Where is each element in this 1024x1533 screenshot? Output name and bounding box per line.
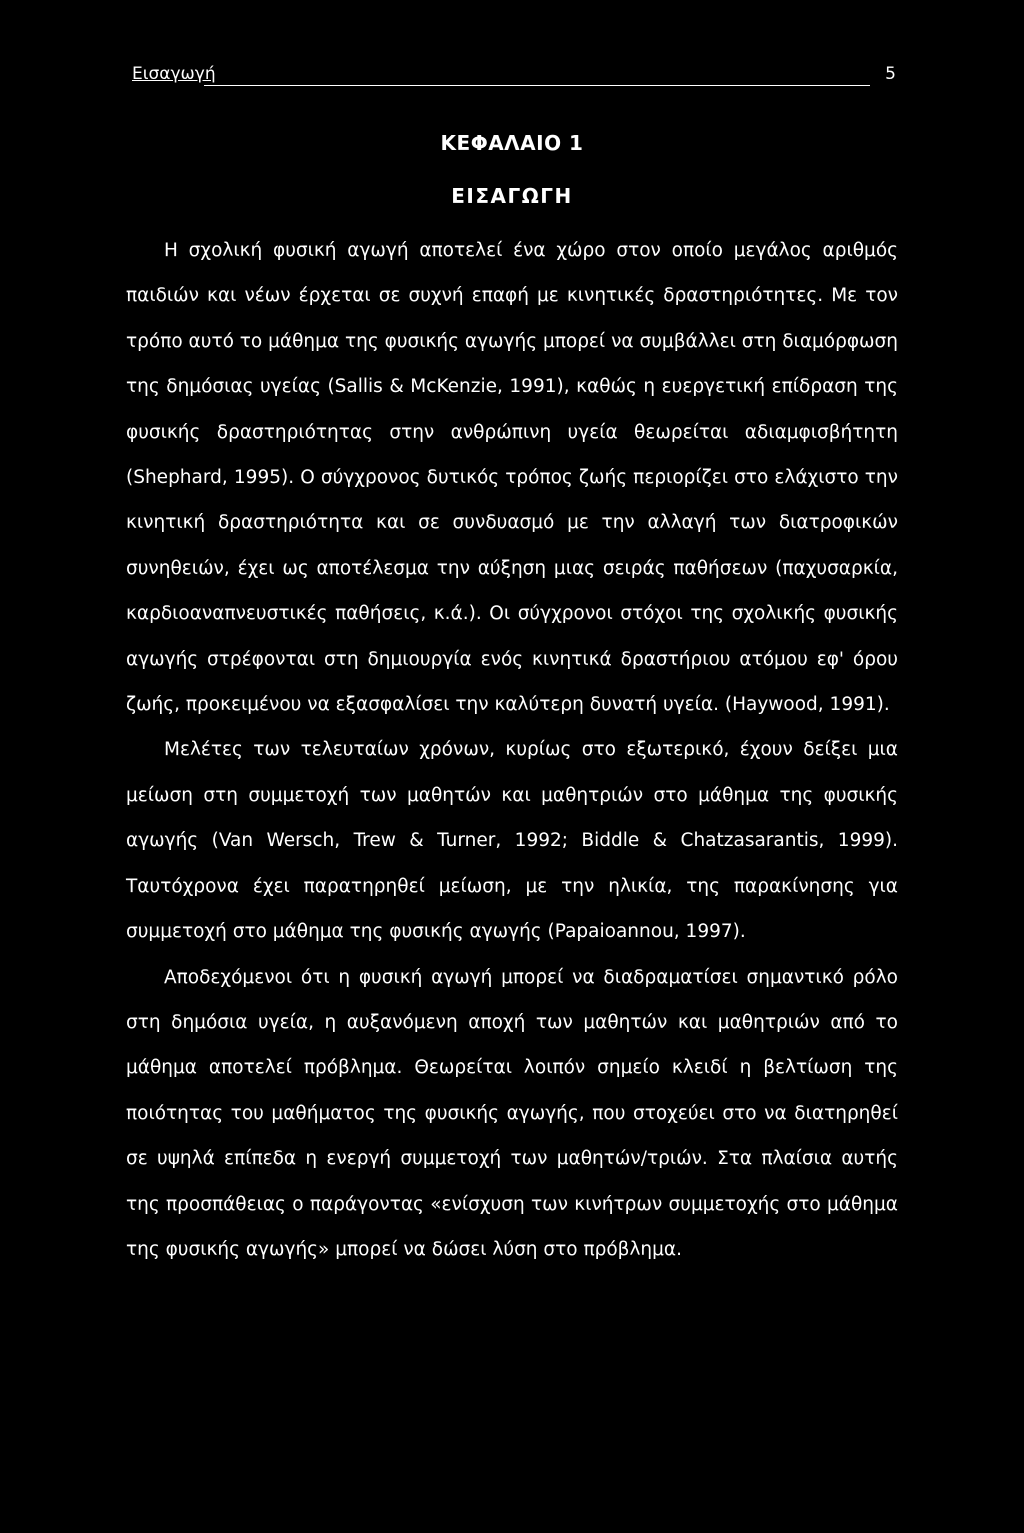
- section-title: Εισαγωγή: [132, 64, 216, 84]
- chapter-title: ΕΙΣΑΓΩΓΗ: [451, 184, 573, 208]
- header-rule: [204, 85, 870, 86]
- body-text: [126, 228, 898, 1272]
- page-number: 5: [885, 64, 896, 84]
- chapter-number: ΚΕΦΑΛΑΙΟ 1: [440, 131, 584, 155]
- paragraph: Μελέτες των τελευταίων χρόνων, κυρίως στο εξωτερικό, έχουν δείξει μια μείωση στη συμμετοχή των μαθητών και μαθητριών στο μάθημα της φυσικής αγωγής (Van Wersch, Trew & Turner, 1992; Biddle & Chatzasarantis, 1999). Ταυτόχρονα έχει παρατηρηθεί μείωση, με την ηλικία, της παρακίνησης για συμμετοχή στο μάθημα της φυσικής αγωγής (Papaioannou, 1997).: [126, 739, 898, 943]
- running-header: [132, 64, 896, 94]
- paragraph: Αποδεχόμενοι ότι η φυσική αγωγή μπορεί να διαδραματίσει σημαντικό ρόλο στη δημόσια υγεία, η αυξανόμενη αποχή των μαθητών και μαθητριών από το μάθημα αποτελεί πρόβλημα. Θεωρείται λοιπόν σημείο κλειδί η βελτίωση της ποιότητας του μαθήματος της φυσικής αγωγής, που στοχεύει στο να διατηρηθεί σε υψηλά επίπεδα η ενεργή συμμετοχή των μαθητών/τριών. Στα πλαίσια αυτής της προσπάθειας ο παράγοντας «ενίσχυση των κινήτρων συμμετοχής στο μάθημα της φυσικής αγωγής» μπορεί να δώσει λύση στο πρόβλημα.: [126, 966, 898, 1260]
- paragraph: Η σχολική φυσική αγωγή αποτελεί ένα χώρο στον οποίο μεγάλος αριθμός παιδιών και νέων έρχεται σε συχνή επαφή με κινητικές δραστηριότητες. Με τον τρόπο αυτό το μάθημα της φυσικής αγωγής μπορεί να συμβάλλει στη διαμόρφωση της δημόσιας υγείας (Sallis & McKenzie, 1991), καθώς η ευεργετική επίδραση της φυσικής δραστηριότητας στην ανθρώπινη υγεία θεωρείται αδιαμφισβήτητη (Shephard, 1995). Ο σύγχρονος δυτικός τρόπος ζωής περιορίζει στο ελάχιστο την κινητική δραστηριότητα και σε συνδυασμό με την αλλαγή των διατροφικών συνηθειών, έχει ως αποτέλεσμα την αύξηση μιας σειράς παθήσεων (παχυσαρκία, καρδιοαναπνευστικές παθήσεις, κ.ά.). Οι σύγχρονοι στόχοι της σχολικής φυσικής αγωγής στρέφονται στη δημιουργία ενός κινητικά δραστήριου ατόμου εφ' όρου ζωής, προκειμένου να εξασφαλίσει την καλύτερη δυνατή υγεία. (Haywood, 1991).: [126, 240, 898, 716]
